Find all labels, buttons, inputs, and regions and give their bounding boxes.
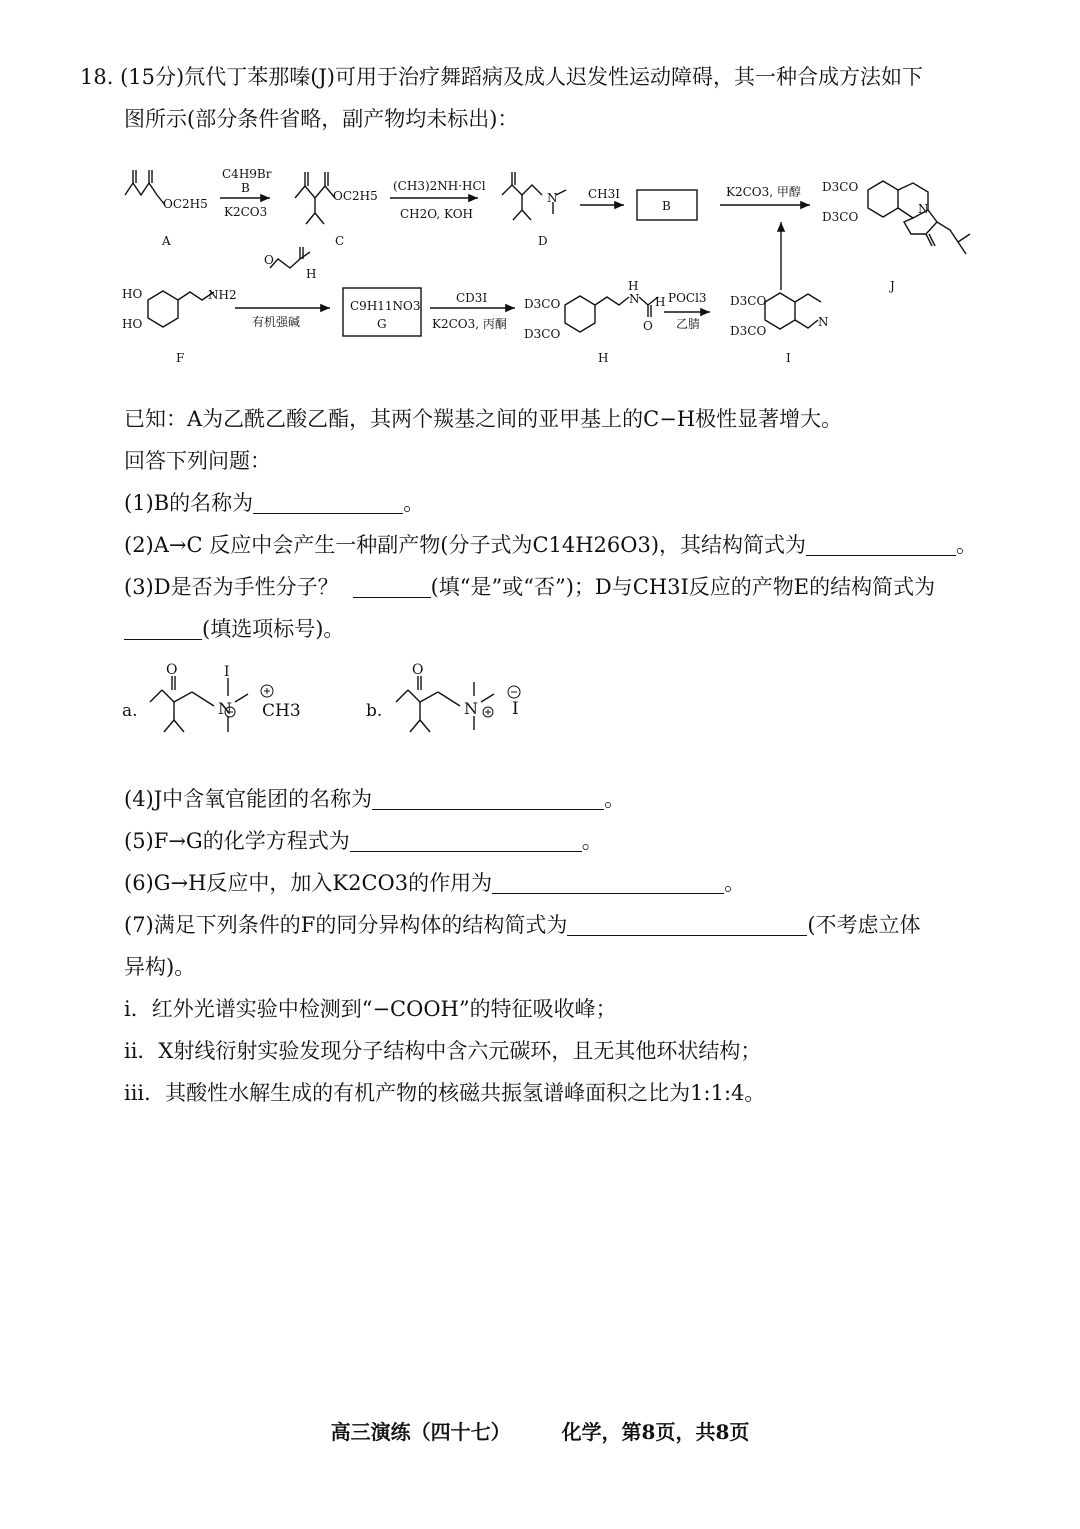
answer-blank-3a[interactable] bbox=[353, 575, 431, 598]
reagent-pocl3: POCl3 bbox=[668, 291, 707, 305]
footer-left: 高三演练（四十七） bbox=[330, 1420, 511, 1444]
answer-blank-3b[interactable] bbox=[124, 617, 202, 640]
group-i-d3co-2: D3CO bbox=[730, 324, 767, 338]
question-title-line2: 图所示(部分条件省略，副产物均未标出)： bbox=[124, 107, 519, 131]
option-a-o: O bbox=[166, 662, 178, 678]
group-c-oc2h5: OC2H5 bbox=[333, 189, 378, 203]
compound-j-ring-a bbox=[868, 181, 898, 217]
label-g: G bbox=[377, 317, 387, 331]
answer-blank-1[interactable] bbox=[253, 491, 403, 514]
footer-right: 化学，第8页，共8页 bbox=[561, 1420, 750, 1444]
reagent-acetonitrile: 乙腈 bbox=[676, 317, 701, 331]
group-d-n: N bbox=[547, 191, 558, 205]
reagent-ch2o-koh: CH2O, KOH bbox=[400, 207, 473, 221]
label-f: F bbox=[176, 351, 185, 365]
reagent-h: H bbox=[306, 267, 317, 281]
sub-question-6: (6)G→H反应中，加入K2CO3的作用为 。 bbox=[124, 871, 746, 895]
answer-blank-2[interactable] bbox=[806, 533, 956, 556]
label-c: C bbox=[335, 234, 345, 248]
compound-a-skeleton bbox=[125, 183, 165, 205]
sub-question-5: (5)F→G的化学方程式为 。 bbox=[124, 829, 603, 853]
group-h-d3co-2: D3CO bbox=[524, 327, 561, 341]
sub-question-4: (4)J中含氧官能团的名称为 。 bbox=[124, 787, 626, 811]
sub-question-7: (7)满足下列条件的F的同分异构体的结构简式为 (不考虑立体 bbox=[124, 913, 921, 937]
reagent-k2co3-1: K2CO3 bbox=[224, 205, 268, 219]
option-a-label: a. bbox=[122, 701, 138, 721]
group-f-ho-1: HO bbox=[122, 287, 143, 301]
group-f-nh2: NH2 bbox=[208, 288, 237, 302]
reagent-o: O bbox=[264, 253, 274, 267]
option-b-i: I bbox=[512, 699, 519, 719]
reagent-k2co3-acetone: K2CO3, 丙酮 bbox=[432, 317, 507, 331]
condition-3: iii．其酸性水解生成的有机产物的核磁共振氢谱峰面积之比为1:1:4。 bbox=[124, 1081, 766, 1105]
sub-question-1: (1)B的名称为 。 bbox=[124, 491, 425, 515]
reagent-c4h9br: C4H9Br bbox=[222, 167, 272, 181]
option-a-ch3: CH3 bbox=[262, 701, 301, 721]
option-b-label: b. bbox=[366, 701, 383, 721]
g-formula: C9H11NO3 bbox=[350, 299, 421, 313]
answer-prompt: 回答下列问题： bbox=[124, 449, 271, 473]
answer-blank-6[interactable] bbox=[492, 871, 724, 894]
condition-1: i．红外光谱实验中检测到“−COOH”的特征吸收峰； bbox=[124, 997, 617, 1021]
answer-blank-4[interactable] bbox=[372, 787, 604, 810]
option-a-i: I bbox=[224, 664, 230, 680]
compound-d-skeleton bbox=[502, 185, 542, 195]
known-info: 已知：A为乙酰乙酸乙酯，其两个羰基之间的亚甲基上的C−H极性显著增大。 bbox=[124, 407, 843, 431]
reagent-ch3i: CH3I bbox=[588, 187, 621, 201]
label-a: A bbox=[162, 234, 171, 248]
compound-c-skeleton bbox=[295, 186, 335, 198]
label-e-box: B bbox=[662, 199, 671, 213]
label-i: I bbox=[786, 351, 791, 365]
reagent-strong-base: 有机强碱 bbox=[252, 315, 301, 329]
label-h: H bbox=[598, 351, 609, 365]
compound-i-ring bbox=[765, 293, 795, 329]
question-number: 18. bbox=[80, 65, 114, 89]
answer-blank-5[interactable] bbox=[350, 829, 582, 852]
question-title-line1: (15分)氘代丁苯那嗪(J)可用于治疗舞蹈病及成人迟发性运动障碍，其一种合成方法如下 bbox=[120, 65, 924, 89]
group-h-cho-h: H bbox=[655, 295, 666, 309]
reagent-cd3i: CD3I bbox=[456, 291, 488, 305]
sub-question-3: (3)D是否为手性分子？ (填“是”或“否”)；D与CH3I反应的产物E的结构简式为 bbox=[124, 575, 936, 599]
group-h-nh: H bbox=[628, 279, 639, 293]
label-j: J bbox=[890, 279, 895, 293]
reagent-k2co3-methanol: K2CO3, 甲醇 bbox=[726, 185, 801, 199]
option-structures bbox=[118, 660, 678, 770]
group-i-d3co-1: D3CO bbox=[730, 294, 767, 308]
label-d: D bbox=[538, 234, 548, 248]
sub-question-2: (2)A→C 反应中会产生一种副产物(分子式为C14H26O3)，其结构简式为 。 bbox=[124, 533, 978, 557]
group-h-n: N bbox=[629, 292, 640, 306]
compound-f-ring bbox=[148, 291, 178, 327]
group-i-n: N bbox=[818, 315, 829, 329]
question-header bbox=[80, 62, 923, 92]
reagent-b: B bbox=[241, 181, 250, 195]
group-j-d3co-2: D3CO bbox=[822, 210, 859, 224]
group-a-oc2h5: OC2H5 bbox=[163, 197, 208, 211]
group-h-o: O bbox=[643, 319, 653, 333]
group-h-d3co-1: D3CO bbox=[524, 297, 561, 311]
page-footer bbox=[0, 1416, 1080, 1445]
group-j-n: N bbox=[918, 202, 929, 216]
option-a-n: N bbox=[218, 699, 232, 718]
group-f-ho-2: HO bbox=[122, 317, 143, 331]
answer-blank-7[interactable] bbox=[567, 913, 807, 936]
reagent-dimethylamine: (CH3)2NH·HCl bbox=[393, 179, 486, 193]
sub-question-3-cont: (填选项标号)。 bbox=[124, 614, 344, 644]
group-j-d3co-1: D3CO bbox=[822, 180, 859, 194]
sub-question-7-cont: 异构)。 bbox=[124, 955, 196, 979]
option-b-n: N bbox=[464, 699, 478, 718]
synthesis-scheme bbox=[0, 150, 1080, 400]
option-b-o: O bbox=[412, 662, 424, 678]
condition-2: ii．X射线衍射实验发现分子结构中含六元碳环，且无其他环状结构； bbox=[124, 1039, 762, 1063]
compound-h-ring bbox=[565, 296, 595, 332]
